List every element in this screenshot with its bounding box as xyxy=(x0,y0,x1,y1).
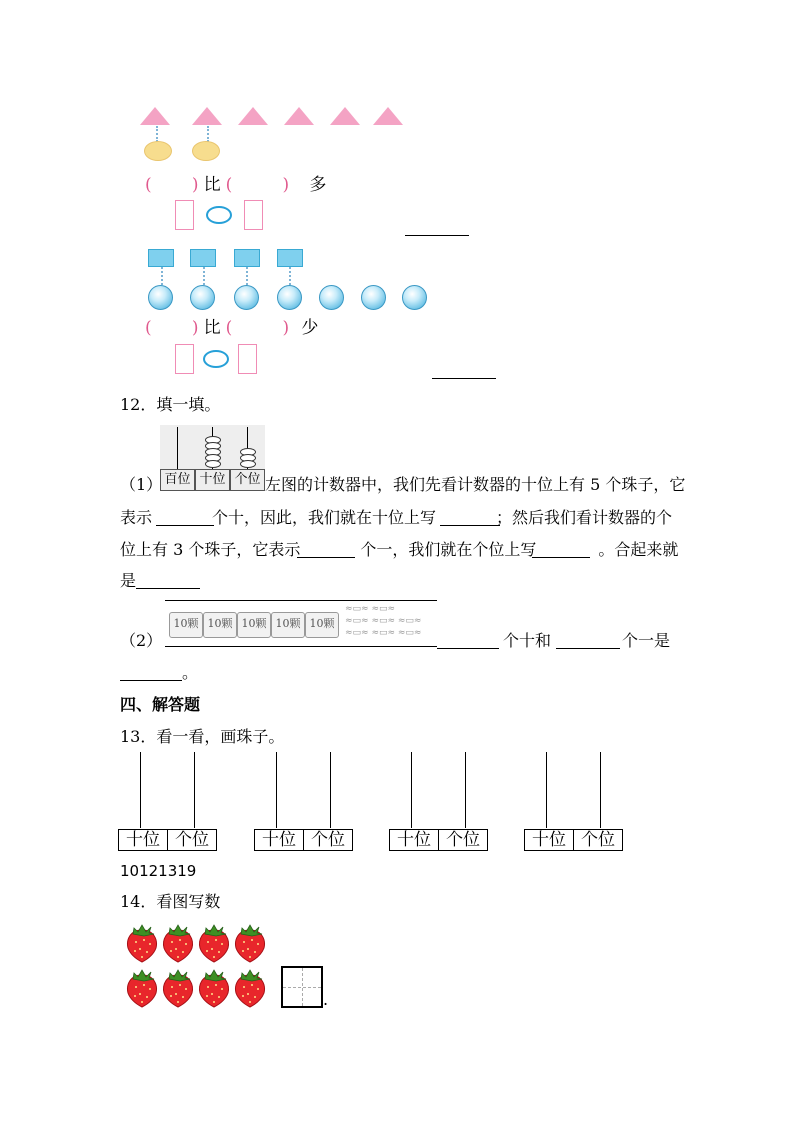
tens-rod[interactable] xyxy=(140,752,141,828)
p2-text-b: 个一是 xyxy=(622,631,671,650)
triangle-shape xyxy=(330,107,360,125)
strawberry-icon xyxy=(128,970,157,1007)
p2-text-a: 个十和 xyxy=(503,631,552,650)
image-border xyxy=(165,646,437,647)
answer-blank[interactable] xyxy=(432,378,496,379)
answer-blank[interactable] xyxy=(136,588,200,589)
tens-label: 十位 xyxy=(195,469,230,491)
trailing-dot: . xyxy=(323,990,329,1009)
strawberry-icon xyxy=(128,925,157,962)
section-title: 四、解答题 xyxy=(120,695,201,714)
compare-sentence-less: ( ) 比 ( ) 少 xyxy=(145,318,319,338)
ball-shape xyxy=(234,285,259,310)
ball-shape xyxy=(148,285,173,310)
p1-prefix: （1） xyxy=(120,475,163,494)
ones-label: 个位 xyxy=(438,829,488,851)
tens-label: 十位 xyxy=(118,829,168,851)
triangle-shape xyxy=(373,107,403,125)
label-row xyxy=(254,829,353,851)
candy-bags-image xyxy=(165,600,437,647)
answer-blank[interactable] xyxy=(532,557,590,558)
match-dotted-line xyxy=(156,126,158,142)
candy-icon: ≈▭≈ ≈▭≈ ≈▭≈ xyxy=(345,628,422,638)
ball-shape xyxy=(361,285,386,310)
tens-rod[interactable] xyxy=(411,752,412,828)
answer-box[interactable] xyxy=(175,200,194,230)
compare-sentence-more: ( ) 比 ( ) 多 xyxy=(145,175,327,195)
abacus-rod xyxy=(177,427,178,469)
answer-blank[interactable] xyxy=(437,648,499,649)
bead-icon xyxy=(240,460,256,468)
p1-line2: 表示 个十，因此，我们就在十位上写 ；然后我们看计数器的个 xyxy=(120,508,673,527)
ones-rod[interactable] xyxy=(600,752,601,828)
match-dotted-line xyxy=(246,267,248,285)
grid-guide xyxy=(283,987,321,988)
ball-shape xyxy=(319,285,344,310)
label-row xyxy=(524,829,623,851)
place-value-chart xyxy=(254,752,354,852)
operator-circle[interactable] xyxy=(203,350,229,368)
abacus-image xyxy=(160,425,265,491)
oval-shape xyxy=(192,141,220,161)
strawberry-icon xyxy=(164,925,193,962)
triangle-shape xyxy=(238,107,268,125)
place-value-chart xyxy=(118,752,218,852)
q12-title: 12．填一填。 xyxy=(120,395,221,414)
square-shape xyxy=(190,249,216,267)
p1-line4: 是 xyxy=(120,573,136,589)
square-shape xyxy=(234,249,260,267)
abacus-label-row xyxy=(160,469,265,491)
ones-rod[interactable] xyxy=(465,752,466,828)
square-shape xyxy=(277,249,303,267)
strawberry-group xyxy=(124,922,274,1012)
candy-bag-icon: 10颗 xyxy=(271,612,305,638)
q13-title: 13．看一看，画珠子。 xyxy=(120,727,285,746)
q13-numbers: 10121319 xyxy=(120,862,197,880)
triangle-shape xyxy=(140,107,170,125)
oval-shape xyxy=(144,141,172,161)
bead-icon xyxy=(205,460,221,468)
image-border xyxy=(165,600,437,601)
ball-shape xyxy=(277,285,302,310)
bi-label: 比 xyxy=(203,175,221,195)
tens-label: 十位 xyxy=(254,829,304,851)
tens-rod[interactable] xyxy=(276,752,277,828)
answer-blank[interactable] xyxy=(120,680,182,681)
hundreds-label: 百位 xyxy=(160,469,195,491)
answer-box[interactable] xyxy=(175,344,194,374)
tens-label: 十位 xyxy=(389,829,439,851)
ones-rod[interactable] xyxy=(330,752,331,828)
less-label: 少 xyxy=(301,318,319,338)
bi-label: 比 xyxy=(203,318,221,338)
answer-blank[interactable] xyxy=(556,648,620,649)
label-row xyxy=(389,829,488,851)
match-dotted-line xyxy=(207,126,209,142)
answer-box[interactable] xyxy=(244,200,263,230)
label-row xyxy=(118,829,217,851)
strawberry-icon xyxy=(236,970,265,1007)
ball-shape xyxy=(402,285,427,310)
more-label: 多 xyxy=(309,175,327,195)
candy-bag-icon: 10颗 xyxy=(237,612,271,638)
strawberry-icon xyxy=(200,970,229,1007)
candy-bag-icon: 10颗 xyxy=(203,612,237,638)
strawberry-icon xyxy=(164,970,193,1007)
ones-label: 个位 xyxy=(167,829,217,851)
strawberry-icon xyxy=(236,925,265,962)
answer-box[interactable] xyxy=(238,344,257,374)
triangle-shape xyxy=(284,107,314,125)
triangle-shape xyxy=(192,107,222,125)
answer-blank[interactable] xyxy=(440,525,500,526)
tens-label: 十位 xyxy=(524,829,574,851)
ones-label: 个位 xyxy=(573,829,623,851)
p2-prefix: （2） xyxy=(120,631,163,650)
q14-title: 14．看图写数 xyxy=(120,892,221,911)
tens-rod[interactable] xyxy=(546,752,547,828)
ones-rod[interactable] xyxy=(194,752,195,828)
candy-icon: ≈▭≈ ≈▭≈ ≈▭≈ xyxy=(345,616,422,626)
answer-blank[interactable] xyxy=(405,235,469,236)
answer-blank[interactable] xyxy=(297,557,355,558)
ball-shape xyxy=(190,285,215,310)
candy-icon: ≈▭≈ ≈▭≈ xyxy=(345,604,396,614)
candy-bag-icon: 10颗 xyxy=(305,612,339,638)
candy-bag-icon: 10颗 xyxy=(169,612,203,638)
number-writing-box[interactable] xyxy=(281,966,323,1008)
strawberry-icon xyxy=(200,925,229,962)
match-dotted-line xyxy=(161,267,163,285)
match-dotted-line xyxy=(203,267,205,285)
answer-blank[interactable] xyxy=(156,525,214,526)
ones-label: 个位 xyxy=(230,469,265,491)
square-shape xyxy=(148,249,174,267)
place-value-chart xyxy=(389,752,489,852)
p2-end: 。 xyxy=(182,663,199,682)
operator-circle[interactable] xyxy=(206,206,232,224)
ones-label: 个位 xyxy=(303,829,353,851)
place-value-chart xyxy=(524,752,624,852)
match-dotted-line xyxy=(289,267,291,285)
p1-line1: 左图的计数器中，我们先看计数器的十位上有 5 个珠子，它 xyxy=(265,475,686,494)
p1-line3: 位上有 3 个珠子，它表示 个一，我们就在个位上写 。合起来就 xyxy=(120,540,679,559)
